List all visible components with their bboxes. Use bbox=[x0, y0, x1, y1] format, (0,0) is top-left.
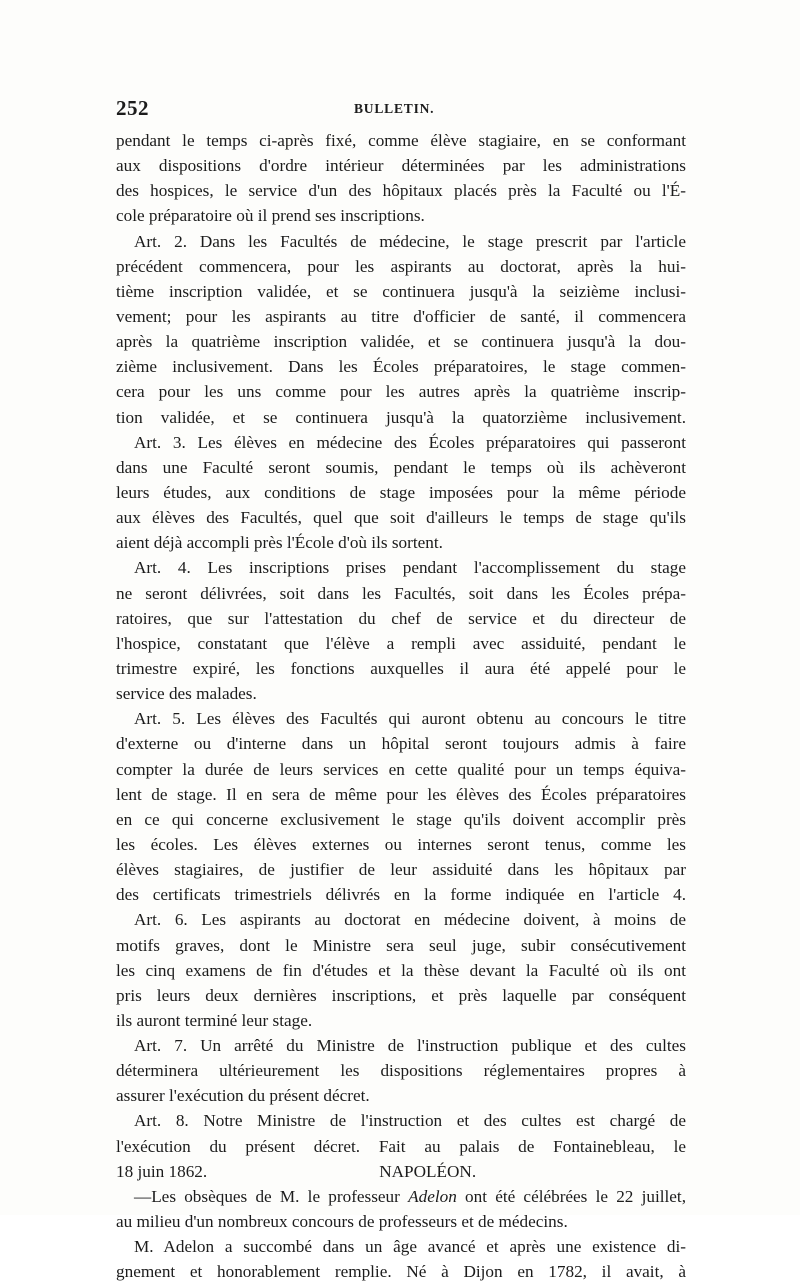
text-line: gnement et honorablement remplie. Né à Dijon en 1782, il avait, à bbox=[116, 1262, 686, 1282]
running-head bbox=[116, 96, 686, 120]
text-line: lent de stage. Il en sera de même pour les élèves des Écoles préparatoires bbox=[116, 784, 686, 804]
text-line: précédent commencera, pour les aspirants au doctorat, après la hui- bbox=[116, 256, 686, 276]
text-line: cole préparatoire où il prend ses inscriptions. bbox=[116, 206, 425, 226]
text-line: ratoires, que sur l'attestation du chef de service et du directeur de bbox=[116, 608, 686, 628]
article-2-start: Art. 2. Dans les Facultés de médecine, le stage prescrit par l'article bbox=[134, 231, 686, 251]
text-line: tion validée, et se continuera jusqu'à la quatorzième inclusivement. bbox=[116, 407, 686, 427]
text-line: pris leurs deux dernières inscriptions, et près laquelle par conséquent bbox=[116, 985, 686, 1005]
text-line: service des malades. bbox=[116, 684, 257, 704]
text-line: les cinq examens de fin d'études et la thèse devant la Faculté où ils ont bbox=[116, 960, 686, 980]
text-line: pendant le temps ci-après fixé, comme élève stagiaire, en se conformant bbox=[116, 131, 686, 150]
text-line: zième inclusivement. Dans les Écoles préparatoires, le stage commen- bbox=[116, 357, 686, 377]
text-line: après la quatrième inscription validée, et se continuera jusqu'à la dou- bbox=[116, 332, 686, 352]
journal-title: BULLETIN. bbox=[354, 101, 435, 116]
text-line: l'hospice, constatant que l'élève a rempli avec assiduité, pendant le bbox=[116, 633, 686, 653]
signature-line bbox=[116, 1159, 686, 1184]
page-number: 252 bbox=[116, 96, 149, 120]
text-line: aux élèves des Facultés, quel que soit d'ailleurs le temps de stage qu'ils bbox=[116, 508, 686, 528]
obituary-text-a: —Les obsèques de M. le professeur bbox=[134, 1186, 409, 1206]
text-line: motifs graves, dont le Ministre sera seul juge, subir consécutivement bbox=[116, 935, 686, 955]
text-line: leurs études, aux conditions de stage imposées pour la même période bbox=[116, 482, 686, 502]
body-text bbox=[116, 128, 686, 1284]
text-line: déterminera ultérieurement les dispositions réglementaires propres à bbox=[116, 1061, 686, 1081]
article-6-start: Art. 6. Les aspirants au doctorat en médecine doivent, à moins de bbox=[134, 910, 686, 930]
text-line: élèves stagiaires, de justifier de leur assiduité dans les hôpitaux par bbox=[116, 860, 686, 880]
adelon-name: Adelon bbox=[408, 1186, 457, 1206]
text-line: compter la durée de leurs services en cette qualité pour un temps équiva- bbox=[116, 759, 686, 779]
text-line: en ce qui concerne exclusivement le stage qu'ils doivent accomplir près bbox=[116, 809, 686, 829]
adelon-paragraph-start: M. Adelon a succombé dans un âge avancé et après une existence di- bbox=[134, 1237, 686, 1257]
text-line: tième inscription validée, et se continuera jusqu'à la seizième inclusi- bbox=[116, 281, 686, 301]
text-line: assurer l'exécution du présent décret. bbox=[116, 1086, 370, 1106]
article-7-start: Art. 7. Un arrêté du Ministre de l'instruction publique et des cultes bbox=[134, 1036, 686, 1056]
text-line: ils auront terminé leur stage. bbox=[116, 1010, 313, 1030]
obituary-start bbox=[116, 1184, 686, 1209]
article-5-start: Art. 5. Les élèves des Facultés qui auront obtenu au concours le titre bbox=[134, 709, 686, 729]
text-line: des certificats trimestriels délivrés en la forme indiquée en l'article 4. bbox=[116, 885, 686, 905]
text-line: au milieu d'un nombreux concours de professeurs et de médecins. bbox=[116, 1212, 568, 1232]
text-line: aux dispositions d'ordre intérieur déterminées par les administrations bbox=[116, 156, 686, 176]
text-line: dans une Faculté seront soumis, pendant le temps où ils achèveront bbox=[116, 457, 686, 477]
text-line: cera pour les uns comme pour les autres après la quatrième inscrip- bbox=[116, 382, 686, 402]
text-line: ne seront délivrées, soit dans les Facultés, soit dans les Écoles prépa- bbox=[116, 583, 686, 603]
text-line: des hospices, le service d'un des hôpitaux placés près la Faculté ou l'É- bbox=[116, 181, 686, 201]
article-3-start: Art. 3. Les élèves en médecine des Écoles préparatoires qui passeront bbox=[134, 432, 686, 452]
signature-napoleon: NAPOLÉON. bbox=[379, 1161, 477, 1181]
text-line: vement; pour les aspirants au titre d'officier de santé, il commencera bbox=[116, 306, 686, 326]
obituary-text-b: ont été célébrées le 22 juillet, bbox=[456, 1186, 686, 1206]
text-line: d'externe ou d'interne dans un hôpital seront toujours admis à faire bbox=[116, 734, 686, 754]
article-4-start: Art. 4. Les inscriptions prises pendant l'accomplissement du stage bbox=[134, 558, 686, 578]
decree-date: 18 juin 1862. bbox=[116, 1161, 208, 1181]
text-line: trimestre expiré, les fonctions auxquelles il aura été appelé pour le bbox=[116, 658, 686, 678]
text-line: les écoles. Les élèves externes ou internes seront tenus, comme les bbox=[116, 834, 686, 854]
article-8-start: Art. 8. Notre Ministre de l'instruction et des cultes est chargé de bbox=[134, 1111, 686, 1131]
text-line: l'exécution du présent décret. Fait au palais de Fontainebleau, le bbox=[116, 1136, 686, 1156]
text-line: aient déjà accompli près l'École d'où ils sortent. bbox=[116, 533, 443, 553]
